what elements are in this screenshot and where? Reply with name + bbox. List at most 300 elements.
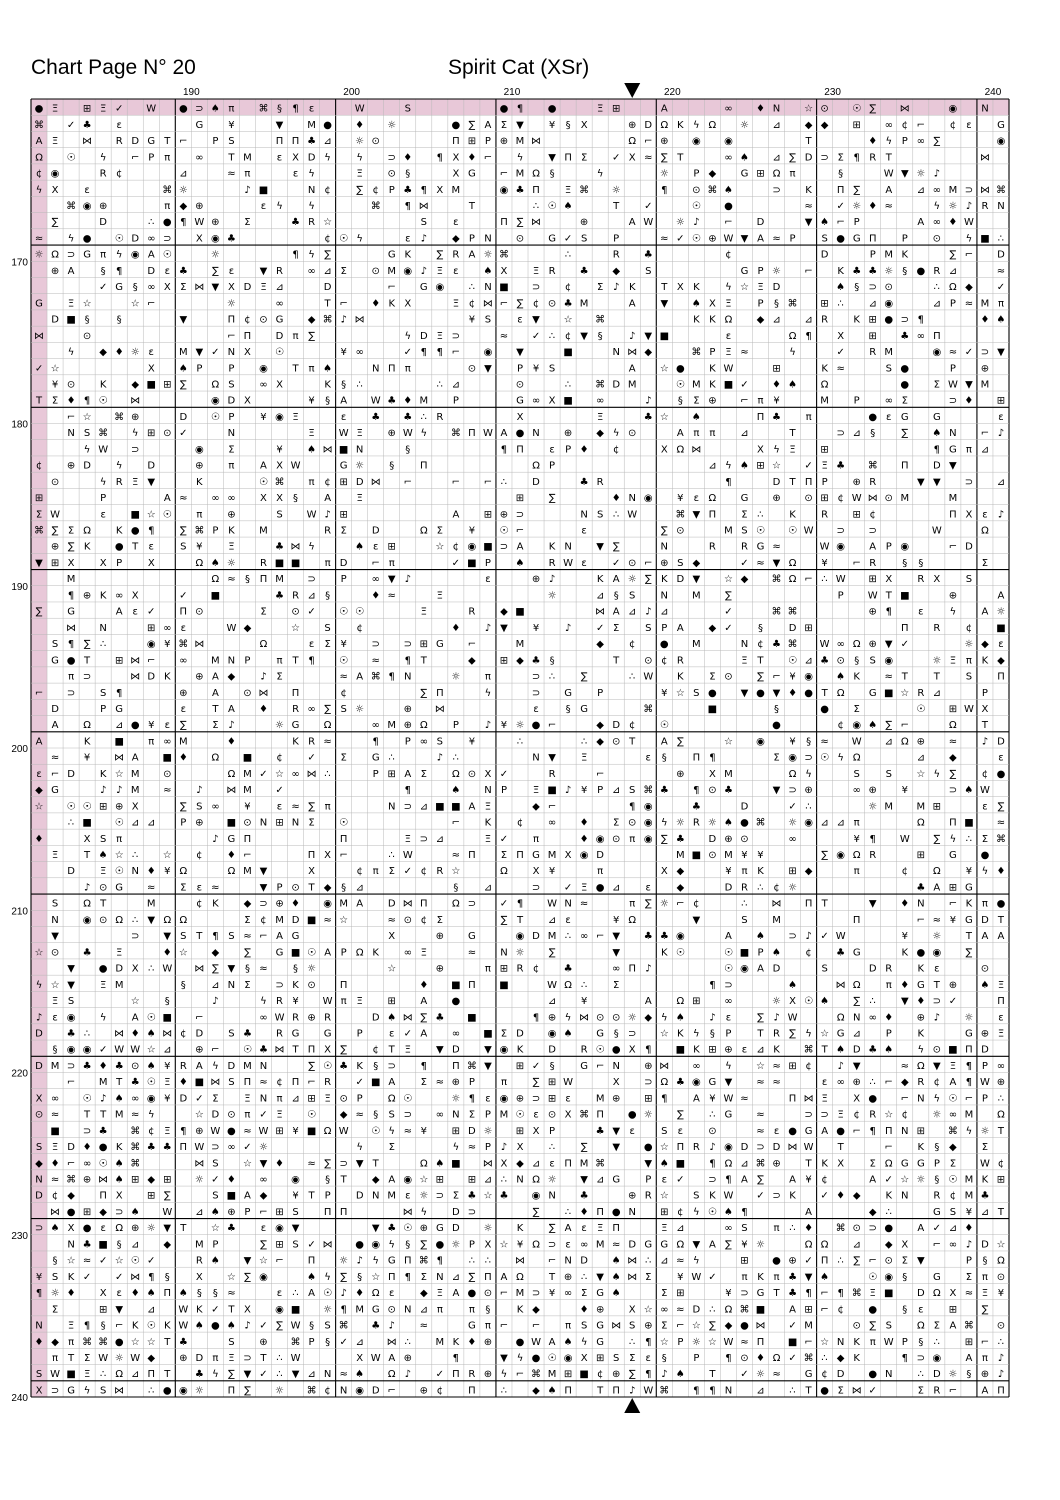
stitch-symbol: ⋈ xyxy=(258,688,268,699)
stitch-symbol: ∴ xyxy=(998,1093,1004,1104)
stitch-symbol: ▼ xyxy=(693,509,701,520)
stitch-symbol: ¥ xyxy=(148,720,154,731)
stitch-symbol: ⊿ xyxy=(452,379,460,390)
stitch-symbol: ☼ xyxy=(483,250,492,261)
stitch-symbol: ≈ xyxy=(83,1256,91,1267)
stitch-symbol: ∴ xyxy=(148,217,154,228)
stitch-symbol: Σ xyxy=(469,1110,475,1121)
stitch-symbol: ⋈ xyxy=(611,1321,621,1332)
stitch-symbol: M xyxy=(179,736,188,747)
stitch-symbol: ✓ xyxy=(259,1110,267,1121)
stitch-symbol: T xyxy=(35,396,43,407)
stitch-symbol: ¶ xyxy=(340,1304,346,1315)
stitch-symbol: Π xyxy=(516,850,524,861)
stitch-symbol: ⌘ xyxy=(323,315,333,326)
stitch-symbol: ♦ xyxy=(900,980,909,991)
stitch-symbol: ε xyxy=(453,217,458,228)
stitch-symbol: ∴ xyxy=(805,801,811,812)
stitch-symbol: W xyxy=(820,639,830,650)
stitch-symbol: ∑ xyxy=(998,801,1005,812)
stitch-symbol: N xyxy=(564,899,571,910)
stitch-symbol: Π xyxy=(468,850,476,861)
stitch-symbol: ♪ xyxy=(100,785,106,796)
stitch-symbol: ϟ xyxy=(693,1028,700,1039)
stitch-symbol: ∞ xyxy=(83,1158,91,1169)
stitch-symbol: ♣ xyxy=(163,1142,172,1153)
stitch-symbol: ♠ xyxy=(724,1207,733,1218)
stitch-symbol: S xyxy=(613,1353,619,1364)
stitch-symbol: ☼ xyxy=(676,818,685,829)
stitch-symbol: ♪ xyxy=(966,201,972,212)
stitch-symbol: ∑ xyxy=(517,298,524,309)
stitch-symbol: Ω xyxy=(725,1158,733,1169)
stitch-symbol: K xyxy=(902,250,909,261)
stitch-symbol: ∞ xyxy=(836,639,844,650)
stitch-symbol: ☼ xyxy=(195,1385,204,1396)
stitch-symbol: D xyxy=(612,720,620,731)
stitch-symbol: ⋈ xyxy=(691,444,701,455)
stitch-symbol: W xyxy=(259,1126,269,1137)
stitch-symbol: M xyxy=(596,1239,605,1250)
stitch-symbol: ✓ xyxy=(500,899,508,910)
stitch-symbol: ϟ xyxy=(420,428,427,439)
stitch-symbol: ☆ xyxy=(51,980,60,991)
stitch-symbol: § xyxy=(197,1288,202,1299)
stitch-symbol: D xyxy=(292,915,300,926)
stitch-symbol: X xyxy=(148,558,155,569)
stitch-symbol: ☆ xyxy=(740,282,749,293)
stitch-symbol: Ω xyxy=(324,1126,332,1137)
stitch-symbol: ♦ xyxy=(131,1288,140,1299)
stitch-symbol: ≈ xyxy=(997,266,1005,277)
stitch-symbol: ⊿ xyxy=(997,477,1005,488)
stitch-symbol: ✓ xyxy=(355,1077,363,1088)
stitch-symbol: Ξ xyxy=(405,834,411,845)
stitch-symbol: ⊕ xyxy=(51,542,59,553)
stitch-symbol: ⊿ xyxy=(323,266,331,277)
stitch-symbol: ◉ xyxy=(692,1077,701,1088)
stitch-symbol: S xyxy=(485,315,491,326)
stitch-symbol: ▼ xyxy=(115,1304,123,1315)
stitch-symbol: K xyxy=(709,363,716,374)
stitch-symbol: ⋈ xyxy=(194,1158,204,1169)
stitch-symbol: A xyxy=(388,1353,395,1364)
stitch-symbol: ⊃ xyxy=(420,834,428,845)
stitch-symbol: ∑ xyxy=(677,736,684,747)
stitch-symbol: ∴ xyxy=(100,1369,106,1380)
stitch-symbol: ⌐ xyxy=(259,931,267,942)
stitch-symbol: ⊞ xyxy=(756,169,764,180)
stitch-symbol: P xyxy=(549,1126,555,1137)
stitch-symbol: ☆ xyxy=(900,688,909,699)
stitch-symbol: ∑ xyxy=(853,1256,860,1267)
stitch-symbol: ♠ xyxy=(548,1385,557,1396)
stitch-symbol: ¢ xyxy=(356,623,362,634)
stitch-symbol: Π xyxy=(420,899,428,910)
stitch-symbol: ¢ xyxy=(629,720,635,731)
stitch-symbol: R xyxy=(276,266,283,277)
stitch-symbol: ¥ xyxy=(340,639,346,650)
stitch-symbol: A xyxy=(468,250,475,261)
stitch-symbol: ☆ xyxy=(211,1223,220,1234)
stitch-symbol: Π xyxy=(709,509,717,520)
stitch-symbol: ≈ xyxy=(740,1093,748,1104)
stitch-symbol: ◉ xyxy=(500,185,509,196)
stitch-symbol: ⊞ xyxy=(756,461,764,472)
stitch-symbol: K xyxy=(100,379,107,390)
stitch-symbol: ⋈ xyxy=(130,672,140,683)
stitch-symbol: ε xyxy=(998,753,1003,764)
stitch-symbol: ● xyxy=(836,1126,845,1137)
stitch-symbol: ◉ xyxy=(532,1191,541,1202)
stitch-symbol: ■ xyxy=(692,850,701,861)
stitch-symbol: M xyxy=(981,379,990,390)
stitch-symbol: K xyxy=(324,379,331,390)
stitch-symbol: Ξ xyxy=(84,1369,90,1380)
stitch-symbol: ∴ xyxy=(389,850,395,861)
stitch-symbol: Ξ xyxy=(100,104,106,115)
stitch-symbol: P xyxy=(822,477,828,488)
stitch-symbol: X xyxy=(565,1110,572,1121)
stitch-symbol: G xyxy=(115,282,123,293)
stitch-symbol: ⊃ xyxy=(965,477,973,488)
stitch-symbol: ⌘ xyxy=(531,1369,541,1380)
stitch-symbol: ⊃ xyxy=(756,1142,764,1153)
stitch-symbol: X xyxy=(757,444,764,455)
stitch-symbol: ⊕ xyxy=(436,964,444,975)
stitch-symbol: D xyxy=(805,152,813,163)
stitch-symbol: Σ xyxy=(437,526,443,537)
stitch-symbol: ⌐ xyxy=(516,1369,524,1380)
stitch-symbol: ⊿ xyxy=(917,753,925,764)
stitch-symbol: Ξ xyxy=(116,947,122,958)
stitch-symbol: ● xyxy=(868,412,877,423)
stitch-symbol: T xyxy=(324,298,332,309)
stitch-symbol: ☼ xyxy=(772,266,781,277)
stitch-symbol: ∑ xyxy=(581,1142,588,1153)
stitch-symbol: Σ xyxy=(854,704,860,715)
stitch-symbol: K xyxy=(918,1142,925,1153)
stitch-symbol: Ξ xyxy=(597,412,603,423)
stitch-symbol: π xyxy=(485,964,491,975)
stitch-symbol: ⊕ xyxy=(195,201,203,212)
stitch-symbol: Ω xyxy=(725,1304,733,1315)
stitch-symbol: S xyxy=(52,1272,58,1283)
stitch-symbol: ⋈ xyxy=(627,1272,637,1283)
stitch-symbol: ● xyxy=(868,1093,877,1104)
stitch-symbol: W xyxy=(194,1142,204,1153)
stitch-symbol: R xyxy=(436,412,443,423)
stitch-symbol: ☉ xyxy=(307,947,316,958)
stitch-symbol: ∑ xyxy=(950,769,957,780)
stitch-symbol: Ω xyxy=(933,1288,941,1299)
stitch-symbol: ◆ xyxy=(99,1207,107,1218)
stitch-symbol: ▼ xyxy=(244,1369,252,1380)
stitch-symbol: M xyxy=(981,298,990,309)
stitch-symbol: A xyxy=(693,1093,700,1104)
stitch-symbol: ☼ xyxy=(628,574,637,585)
stitch-symbol: ♣ xyxy=(467,1191,476,1202)
stitch-symbol: S xyxy=(437,736,443,747)
stitch-symbol: A xyxy=(661,104,668,115)
stitch-symbol: ◉ xyxy=(676,931,685,942)
stitch-symbol: ☆ xyxy=(996,1239,1005,1250)
stitch-symbol: N xyxy=(853,1012,860,1023)
stitch-symbol: ¢ xyxy=(934,1077,940,1088)
stitch-symbol: ⊕ xyxy=(227,509,235,520)
stitch-symbol: T xyxy=(805,1385,813,1396)
stitch-symbol: K xyxy=(789,509,796,520)
stitch-symbol: ⌘ xyxy=(130,1158,140,1169)
stitch-symbol: R xyxy=(116,136,123,147)
stitch-symbol: § xyxy=(277,104,282,115)
stitch-symbol: X xyxy=(629,1304,636,1315)
stitch-symbol: M xyxy=(195,1239,204,1250)
stitch-symbol: ▼ xyxy=(51,931,59,942)
stitch-symbol: ● xyxy=(500,104,509,115)
stitch-symbol: A xyxy=(821,1126,828,1137)
stitch-symbol: ☼ xyxy=(131,347,140,358)
stitch-symbol: ♠ xyxy=(51,1223,60,1234)
stitch-symbol: ⊿ xyxy=(596,590,604,601)
stitch-symbol: G xyxy=(757,542,765,553)
stitch-symbol: ◉ xyxy=(179,1385,188,1396)
stitch-symbol: ♪ xyxy=(934,1012,940,1023)
stitch-symbol: T xyxy=(805,136,813,147)
stitch-symbol: ✓ xyxy=(804,1256,812,1267)
stitch-symbol: ⊙ xyxy=(628,558,636,569)
stitch-symbol: ◉ xyxy=(500,1093,509,1104)
stitch-symbol: ε xyxy=(389,1028,394,1039)
stitch-symbol: A xyxy=(789,1175,796,1186)
stitch-symbol: A xyxy=(741,1175,748,1186)
stitch-symbol: M xyxy=(387,720,396,731)
stitch-symbol: K xyxy=(966,899,973,910)
stitch-symbol: ● xyxy=(83,233,92,244)
stitch-symbol: ▼ xyxy=(773,558,781,569)
row-number: 190 xyxy=(11,582,28,593)
stitch-symbol: ⊕ xyxy=(227,1207,235,1218)
stitch-symbol: G xyxy=(83,250,91,261)
stitch-symbol: ⊃ xyxy=(372,639,380,650)
stitch-symbol: ♪ xyxy=(340,1288,346,1299)
stitch-symbol: ∑ xyxy=(869,1321,876,1332)
stitch-symbol: Σ xyxy=(244,980,250,991)
stitch-symbol: N xyxy=(228,655,235,666)
stitch-symbol: ⊃ xyxy=(468,899,476,910)
stitch-symbol: Σ xyxy=(741,509,747,520)
stitch-symbol: ∞ xyxy=(163,623,171,634)
stitch-symbol: ⊙ xyxy=(612,834,620,845)
stitch-symbol: ■ xyxy=(547,785,556,796)
stitch-symbol: W xyxy=(723,1337,733,1348)
stitch-symbol: N xyxy=(773,104,780,115)
stitch-symbol: ϟ xyxy=(100,152,107,163)
stitch-symbol: T xyxy=(933,980,941,991)
stitch-symbol: ⊞ xyxy=(468,136,476,147)
stitch-symbol: ⌐ xyxy=(516,526,524,537)
stitch-symbol: ⊃ xyxy=(339,1158,347,1169)
stitch-symbol: W xyxy=(980,1158,990,1169)
stitch-symbol: T xyxy=(628,736,636,747)
stitch-symbol: ◆ xyxy=(532,1304,540,1315)
stitch-symbol: K xyxy=(837,266,844,277)
stitch-symbol: G xyxy=(917,1158,925,1169)
stitch-symbol: ■ xyxy=(563,396,572,407)
stitch-symbol: ♦ xyxy=(612,493,621,504)
stitch-symbol: ✓ xyxy=(67,120,75,131)
stitch-symbol: ε xyxy=(181,623,186,634)
stitch-symbol: ϟ xyxy=(934,769,941,780)
stitch-symbol: ◉ xyxy=(644,834,653,845)
stitch-symbol: ■ xyxy=(371,1077,380,1088)
stitch-symbol: ● xyxy=(740,1321,749,1332)
stitch-symbol: P xyxy=(934,1158,940,1169)
stitch-symbol: K xyxy=(164,1321,171,1332)
stitch-symbol: ● xyxy=(548,104,557,115)
stitch-symbol: ☆ xyxy=(660,1337,669,1348)
stitch-symbol: K xyxy=(212,899,219,910)
stitch-symbol: D xyxy=(821,250,829,261)
stitch-symbol: K xyxy=(292,980,299,991)
stitch-symbol: ☉ xyxy=(916,704,925,715)
stitch-symbol: Π xyxy=(260,574,268,585)
stitch-symbol: ⊕ xyxy=(420,1223,428,1234)
stitch-symbol: W xyxy=(643,672,653,683)
stitch-symbol: ∞ xyxy=(836,1077,844,1088)
stitch-symbol: ▼ xyxy=(901,996,909,1007)
stitch-symbol: A xyxy=(613,574,620,585)
stitch-symbol: ☉ xyxy=(323,1288,332,1299)
stitch-symbol: R xyxy=(741,542,748,553)
stitch-symbol: ✓ xyxy=(676,1175,684,1186)
stitch-symbol: ⋈ xyxy=(483,1158,493,1169)
stitch-symbol: ¥ xyxy=(164,1093,170,1104)
stitch-symbol: G xyxy=(933,412,941,423)
stitch-symbol: ≈ xyxy=(259,964,267,975)
stitch-symbol: ¶ xyxy=(693,785,699,796)
stitch-symbol: ϟ xyxy=(725,461,732,472)
stitch-symbol: § xyxy=(165,996,170,1007)
stitch-symbol: ⊕ xyxy=(949,590,957,601)
stitch-symbol: π xyxy=(341,996,347,1007)
stitch-symbol: S xyxy=(100,688,106,699)
stitch-symbol: D xyxy=(179,1093,187,1104)
stitch-symbol: K xyxy=(485,818,492,829)
stitch-symbol: X xyxy=(581,1353,588,1364)
stitch-symbol: ¥ xyxy=(950,915,956,926)
stitch-symbol: ▼ xyxy=(612,947,620,958)
stitch-symbol: N xyxy=(901,1191,908,1202)
stitch-symbol: S xyxy=(180,931,186,942)
stitch-symbol: ¥ xyxy=(613,915,619,926)
stitch-symbol: Π xyxy=(244,834,252,845)
stitch-symbol: ◆ xyxy=(596,720,604,731)
stitch-symbol: ♣ xyxy=(339,1061,348,1072)
stitch-symbol: ⌐ xyxy=(548,720,556,731)
stitch-symbol: Ξ xyxy=(244,1093,250,1104)
stitch-symbol: § xyxy=(181,980,186,991)
stitch-symbol: Σ xyxy=(52,396,58,407)
stitch-symbol: X xyxy=(276,379,283,390)
stitch-symbol: π xyxy=(693,428,699,439)
stitch-symbol: ⊞ xyxy=(772,363,780,374)
stitch-symbol: ε xyxy=(453,266,458,277)
stitch-symbol: ≈ xyxy=(949,736,957,747)
stitch-symbol: W xyxy=(804,1142,814,1153)
stitch-symbol: ≈ xyxy=(756,1077,764,1088)
stitch-symbol: ☆ xyxy=(131,996,140,1007)
stitch-symbol: ♣ xyxy=(868,1045,877,1056)
stitch-symbol: ♠ xyxy=(307,1272,316,1283)
stitch-symbol: Ξ xyxy=(357,493,363,504)
stitch-symbol: ⋈ xyxy=(210,1077,220,1088)
stitch-symbol: § xyxy=(405,1239,410,1250)
stitch-symbol: ¶ xyxy=(405,785,411,796)
stitch-symbol: Σ xyxy=(661,1321,667,1332)
stitch-symbol: ♠ xyxy=(355,1369,364,1380)
stitch-symbol: ⋈ xyxy=(804,1093,814,1104)
stitch-symbol: ¥ xyxy=(340,347,346,358)
stitch-symbol: ⊞ xyxy=(163,379,171,390)
stitch-symbol: ◉ xyxy=(147,639,156,650)
stitch-symbol: Σ xyxy=(340,526,346,537)
stitch-symbol: ♦ xyxy=(916,996,925,1007)
stitch-symbol: ≈ xyxy=(772,1061,780,1072)
stitch-symbol: π xyxy=(148,736,154,747)
stitch-symbol: ∞ xyxy=(933,217,941,228)
stitch-symbol: ♦ xyxy=(179,1077,188,1088)
stitch-symbol: ∑ xyxy=(180,801,187,812)
stitch-symbol: ♪ xyxy=(212,996,218,1007)
stitch-symbol: A xyxy=(869,1175,876,1186)
stitch-symbol: ¶ xyxy=(373,736,379,747)
stitch-symbol: ≈ xyxy=(468,1142,476,1153)
stitch-symbol: ♦ xyxy=(580,818,589,829)
stitch-symbol: ϟ xyxy=(966,233,973,244)
column-number: 240 xyxy=(985,87,1002,98)
stitch-symbol: ⊕ xyxy=(211,217,219,228)
stitch-symbol: ⊕ xyxy=(852,477,860,488)
stitch-symbol: X xyxy=(965,509,972,520)
stitch-symbol: ♪ xyxy=(998,1353,1004,1364)
stitch-symbol: ☆ xyxy=(323,217,332,228)
stitch-symbol: ⊞ xyxy=(275,1207,283,1218)
stitch-symbol: A xyxy=(982,1385,989,1396)
stitch-symbol: π xyxy=(741,1272,747,1283)
stitch-symbol: ⌐ xyxy=(372,558,380,569)
stitch-symbol: ≈ xyxy=(820,736,828,747)
stitch-symbol: M xyxy=(115,1110,124,1121)
stitch-symbol: ¶ xyxy=(469,1093,475,1104)
stitch-symbol: ⊿ xyxy=(179,169,187,180)
stitch-symbol: ■ xyxy=(275,558,284,569)
stitch-symbol: Π xyxy=(452,136,460,147)
stitch-symbol: ∴ xyxy=(501,1385,507,1396)
stitch-symbol: ∴ xyxy=(485,1256,491,1267)
stitch-symbol: ≈ xyxy=(772,1369,780,1380)
stitch-symbol: π xyxy=(405,363,411,374)
stitch-symbol: ≈ xyxy=(388,590,396,601)
stitch-symbol: D xyxy=(67,769,75,780)
stitch-symbol: X xyxy=(196,1272,203,1283)
stitch-symbol: ● xyxy=(708,688,717,699)
stitch-symbol: ♣ xyxy=(676,1077,685,1088)
stitch-symbol: P xyxy=(485,1142,491,1153)
stitch-symbol: W xyxy=(291,1321,301,1332)
stitch-symbol: ♣ xyxy=(820,655,829,666)
stitch-symbol: ϟ xyxy=(485,688,492,699)
